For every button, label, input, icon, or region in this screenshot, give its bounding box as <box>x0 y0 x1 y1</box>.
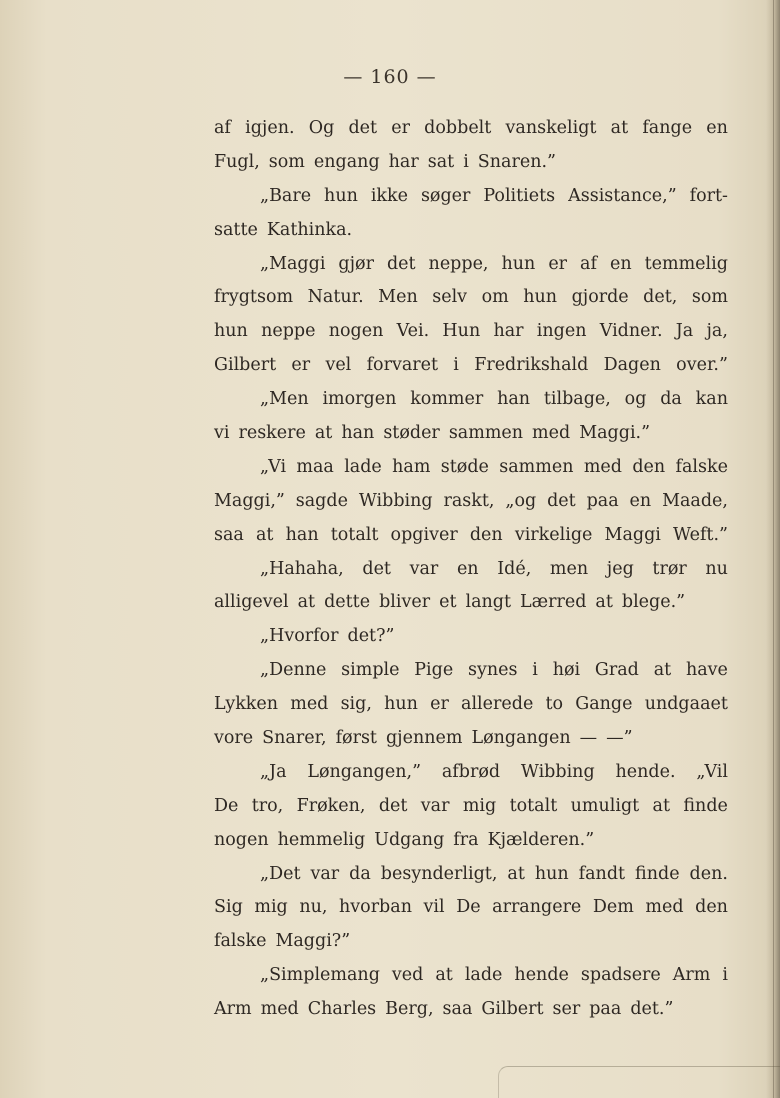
text-line: „Simplemang ved at lade hende spadsere Arm i <box>260 965 728 986</box>
text-line: Lykken med sig, hun er allerede to Gange undgaaet <box>214 694 728 715</box>
text-line: Fugl, som engang har sat i Snaren.” <box>214 151 556 172</box>
text-line: „Men imorgen kommer han tilbage, og da kan <box>260 389 728 410</box>
text-line: De tro, Frøken, det var mig totalt umuligt at finde <box>214 795 728 816</box>
text-line: „Bare hun ikke søger Politiets Assistance,” fort- <box>260 185 728 206</box>
text-line: hun neppe nogen Vei. Hun har ingen Vidner. Ja ja, <box>214 321 728 342</box>
page-number: — 160 — <box>343 66 437 88</box>
text-line: frygtsom Natur. Men selv om hun gjorde det, som <box>214 287 728 308</box>
page-edge-line <box>773 0 774 1098</box>
text-line: „Maggi gjør det neppe, hun er af en temmelig <box>260 253 728 274</box>
text-line: „Ja Løngangen,” afbrød Wibbing hende. „Vil <box>260 761 728 782</box>
body-text <box>214 112 728 1027</box>
text-line: falske Maggi?” <box>214 931 351 952</box>
text-line: „Denne simple Pige synes i høi Grad at have <box>260 660 728 681</box>
text-line: vi reskere at han støder sammen med Maggi.” <box>214 423 651 444</box>
text-line: satte Kathinka. <box>214 219 353 240</box>
text-line: „Vi maa lade ham støde sammen med den falske <box>260 456 728 477</box>
text-line: Sig mig nu, hvorban vil De arrangere Dem med den <box>214 897 728 918</box>
text-line: af igjen. Og det er dobbelt vanskeligt at fange en <box>214 118 728 138</box>
text-line: alligevel at dette bliver et langt Lærred at blege.” <box>214 592 686 613</box>
page-corner-fold <box>498 1066 780 1098</box>
text-line: saa at han totalt opgiver den virkelige Maggi Weft.” <box>214 524 728 545</box>
text-line: Arm med Charles Berg, saa Gilbert ser paa det.” <box>214 999 674 1020</box>
text-line: vore Snarer, først gjennem Løngangen — —” <box>214 728 633 749</box>
text-line: „Hvorfor det?” <box>260 626 395 647</box>
text-line: „Det var da besynderligt, at hun fandt finde den. <box>260 863 728 884</box>
text-line: Gilbert er vel forvaret i Fredrikshald Dagen over.” <box>214 355 728 376</box>
text-line: „Hahaha, det var en Idé, men jeg trør nu <box>260 558 728 579</box>
text-line: Maggi,” sagde Wibbing raskt, „og det paa en Maade, <box>214 490 728 511</box>
text-line: nogen hemmelig Udgang fra Kjælderen.” <box>214 829 595 850</box>
